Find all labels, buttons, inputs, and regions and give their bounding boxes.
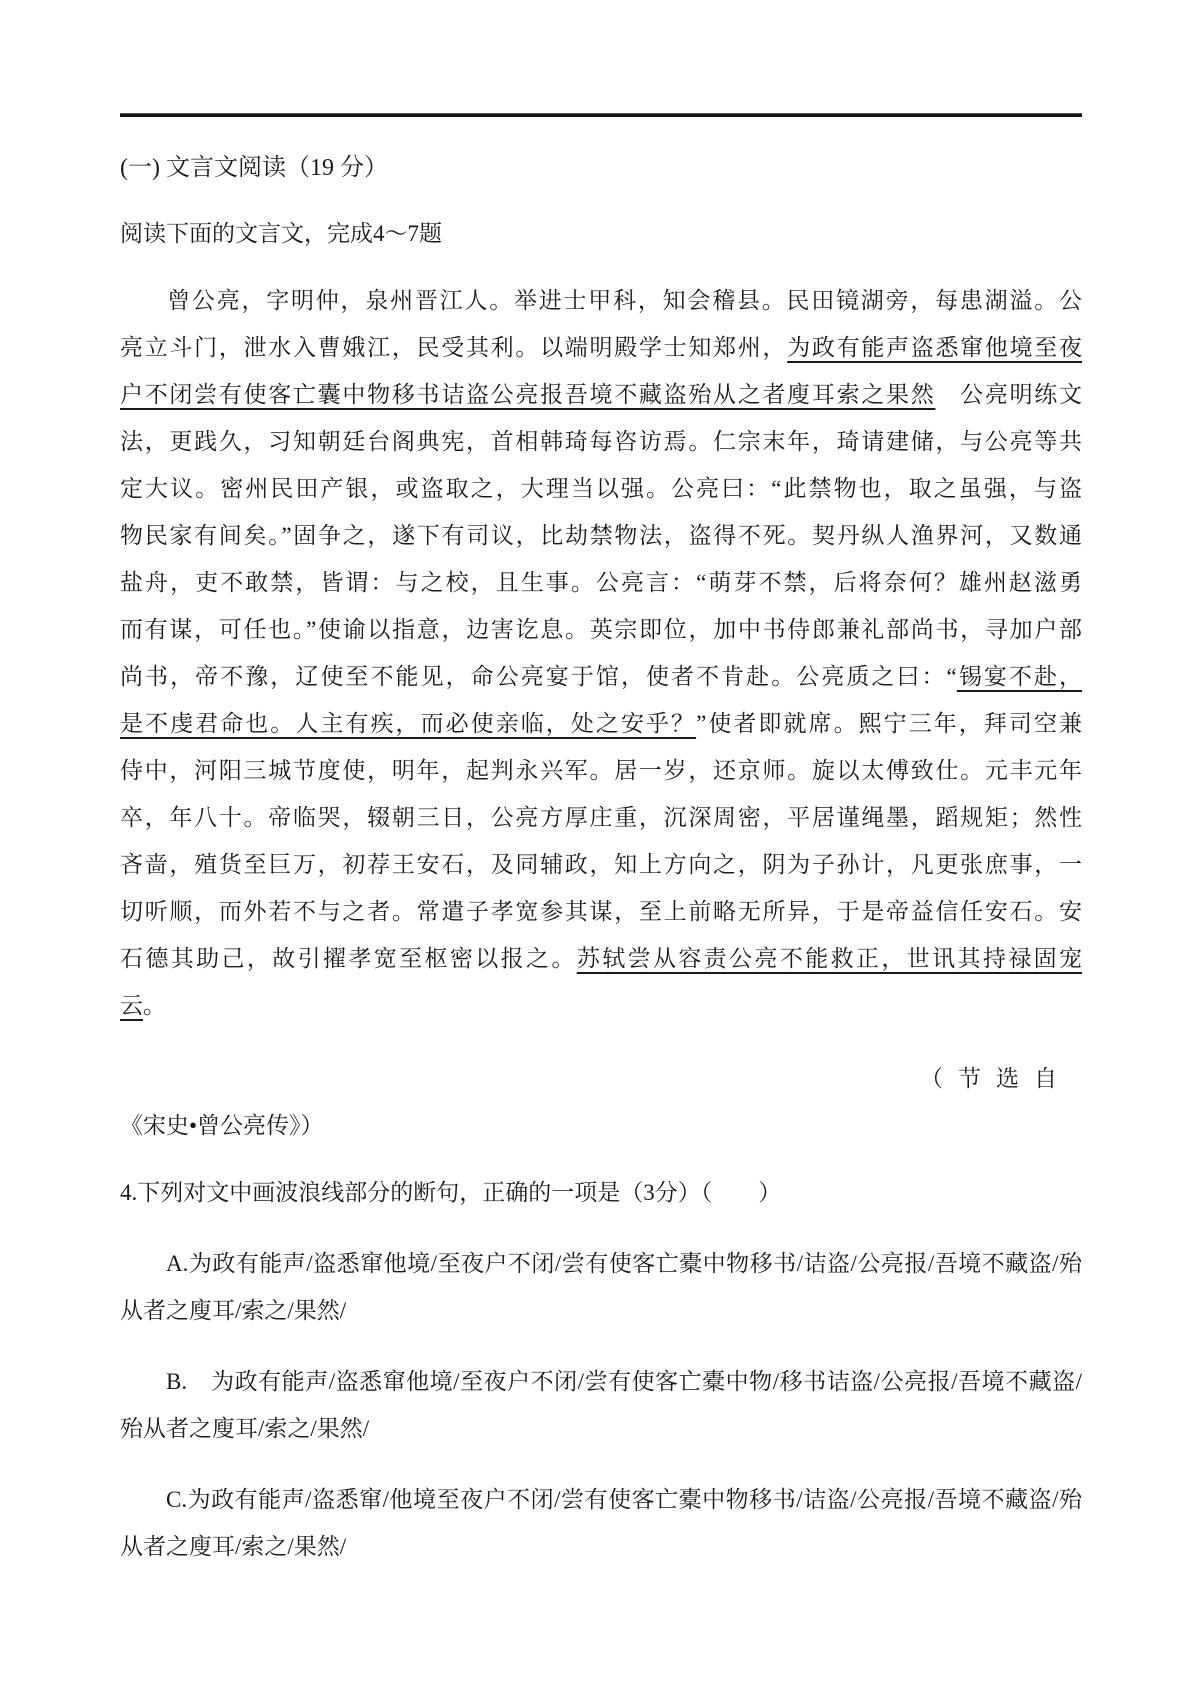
text-segment: 曾公亮，字明仲，泉州晋江人。举进士甲科，知会稽县。民田镜湖旁，每患湖溢。公 [167, 288, 1082, 313]
text-segment: 侍中，河阳三城节度使，明年，起判永兴军。居一岁，还京师。旋以太傅致仕。元丰元年 [120, 758, 1082, 783]
text-segment: 物民家有间矣。”固争之，遂下有司议，比劫禁物法，盗得不死。契丹纵人渔界河，又数通 [120, 523, 1082, 548]
underlined-text-segment: 锡宴不赴， [956, 664, 1082, 689]
underlined-text-segment: 云 [120, 993, 143, 1018]
underlined-text-segment: 为政有能声盗悉窜他境至夜 [787, 335, 1083, 360]
passage-line [120, 559, 1082, 606]
passage-line [120, 700, 1082, 747]
source-title: 《宋史•曾公亮传》） [120, 1113, 324, 1138]
passage-line [120, 935, 1082, 982]
passage [120, 277, 1082, 1029]
text-segment: 石德其助己，故引擢孝宽至枢密以报之。 [120, 946, 577, 971]
passage-line [120, 888, 1082, 935]
option-a: A.为政有能声/盗悉窜他境/至夜户不闭/尝有使客亡橐中物移书/诘盗/公亮报/吾境不藏盗/殆从者之廋耳/索之/果然/ [120, 1251, 1082, 1323]
text-segment: 吝啬，殖货至巨万，初荐王安石，及同辅政，知上方向之，阴为子孙计，凡更张庶事，一 [120, 852, 1082, 877]
passage-line [120, 747, 1082, 794]
passage-line [120, 277, 1082, 324]
passage-line [120, 512, 1082, 559]
passage-line [120, 324, 1082, 371]
passage-line [120, 371, 1082, 418]
excerpt-note: （节选自 [920, 1066, 1072, 1091]
underlined-text-segment: 是不虔君命也。人主有疾，而必使亲临，处之安乎？ [120, 711, 697, 736]
text-segment: 盐舟，吏不敢禁，皆谓：与之校，且生事。公亮言：“萌芽不禁，后将奈何？雄州赵滋勇 [120, 570, 1082, 595]
text-segment: 公亮明练文 [935, 382, 1083, 407]
text-segment: 切听顺，而外若不与之者。常遣子孝宽参其谋，至上前略无所异，于是帝益信任安石。安 [120, 899, 1082, 924]
passage-line [120, 982, 1082, 1029]
text-segment: 法，更践久，习知朝廷台阁典宪，首相韩琦每咨访焉。仁宗末年，琦请建储，与公亮等共 [120, 429, 1082, 454]
passage-line [120, 418, 1082, 465]
passage-line [120, 794, 1082, 841]
option-c: C.为政有能声/盗悉窜/他境至夜户不闭/尝有使客亡橐中物移书/诘盗/公亮报/吾境不藏盗/殆从者之廋耳/索之/果然/ [120, 1487, 1082, 1559]
text-segment: 。 [143, 993, 166, 1018]
text-segment: ”使者即就席。熙宁三年，拜司空兼 [696, 711, 1082, 736]
text-segment: 亮立斗门，泄水入曹娥江，民受其利。以端明殿学士知郑州， [120, 335, 788, 360]
text-segment: 尚书，帝不豫，辽使至不能见，命公亮宴于馆，使者不肯赴。公亮质之曰：“ [120, 664, 957, 689]
text-segment: 而有谋，可任也。”使谕以指意，边害讫息。英宗即位，加中书侍郎兼礼部尚书，寻加户部 [120, 617, 1082, 642]
text-segment: 定大议。密州民田产银，或盗取之，大理当以强。公亮曰：“此禁物也，取之虽强，与盗 [120, 476, 1082, 501]
section-title: (一) 文言文阅读（19 分） [120, 155, 388, 181]
passage-line [120, 465, 1082, 512]
underlined-text-segment: 户不闭尝有使客亡囊中物移书诘盗公亮报吾境不藏盗殆从之者廋耳索之果然 [120, 382, 936, 407]
reading-instruction: 阅读下面的文言文，完成4～7题 [120, 221, 442, 246]
passage-line [120, 653, 1082, 700]
page-content [120, 0, 1082, 1570]
text-segment: 卒，年八十。帝临哭，辍朝三日，公亮方厚庄重，沉深周密，平居谨绳墨，蹈规矩；然性 [120, 805, 1082, 830]
option-b: B. 为政有能声/盗悉窜他境/至夜户不闭/尝有使客亡橐中物/移书诘盗/公亮报/吾境不藏盗/殆从者之廋耳/索之/果然/ [120, 1369, 1082, 1441]
underlined-text-segment: 苏轼尝从容责公亮不能救正，世讯其持禄固宠 [576, 946, 1083, 971]
top-rule-divider [120, 113, 1082, 117]
passage-line [120, 841, 1082, 888]
question-4-text: 4.下列对文中画波浪线部分的断句，正确的一项是（3分）（ ） [120, 1180, 782, 1205]
passage-line [120, 606, 1082, 653]
